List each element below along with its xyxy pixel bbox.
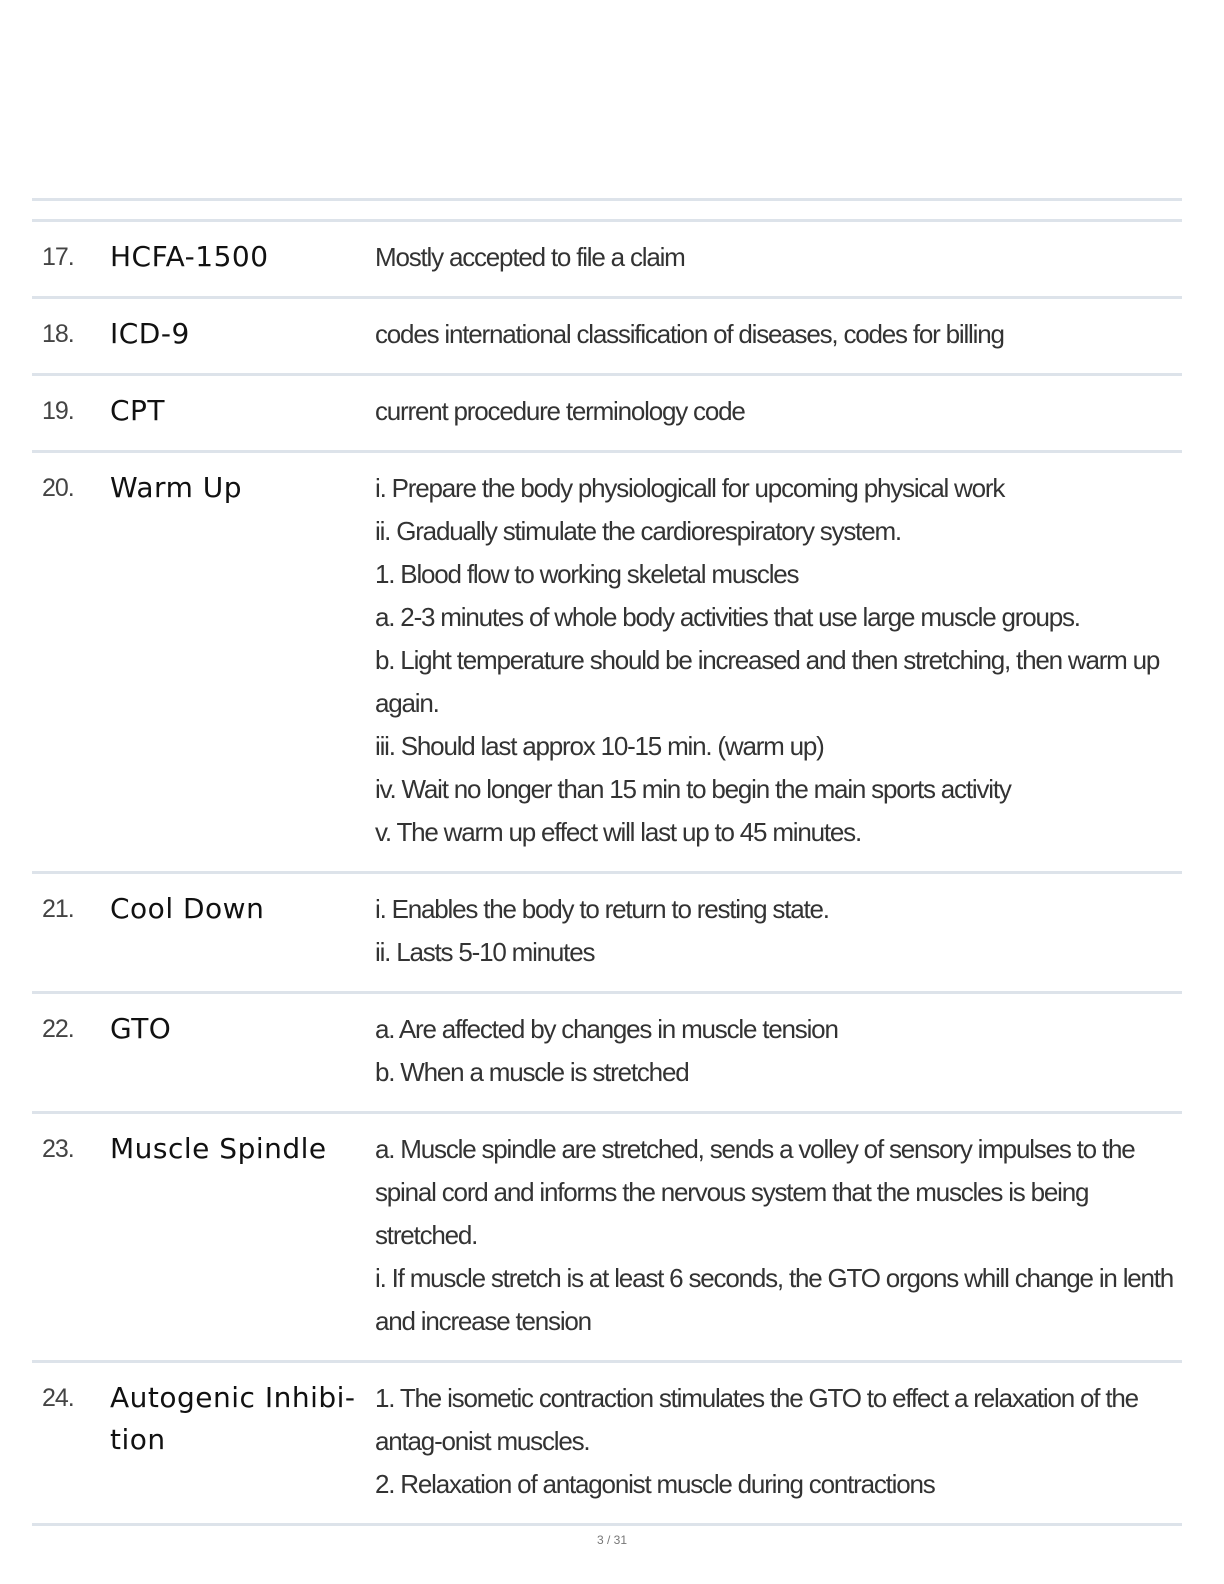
- page-indicator: 3 / 31: [596, 1533, 628, 1547]
- card-row: [32, 1114, 1182, 1363]
- card-definition: [375, 390, 1182, 433]
- definition-line: Mostly accepted to file a claim: [375, 242, 685, 272]
- card-row: [32, 299, 1182, 376]
- card-term: Warm Up: [110, 471, 243, 504]
- definition-line: ii. Gradually stimulate the cardiorespiratory system.: [375, 516, 901, 546]
- card-number: 24.: [42, 1384, 74, 1412]
- definition-line: a. Muscle spindle are stretched, sends a volley of sensory impulses to the spinal cord and informs the nervous system that the muscles is being stretched.: [375, 1134, 1135, 1250]
- card-number: 17.: [42, 243, 74, 271]
- card-definition: [375, 1377, 1182, 1506]
- card-term: Autogenic Inhibi-tion: [110, 1381, 356, 1456]
- card-number: 23.: [42, 1135, 74, 1163]
- card-definition: [375, 888, 1182, 974]
- card-number: 21.: [42, 895, 74, 923]
- definition-line: i. Enables the body to return to resting state.: [375, 894, 829, 924]
- card-definition: [375, 1128, 1182, 1343]
- definition-line: i. If muscle stretch is at least 6 seconds, the GTO orgons whill change in lenth and increase tension: [375, 1263, 1174, 1336]
- definition-line: a. 2-3 minutes of whole body activities that use large muscle groups.: [375, 602, 1080, 632]
- card-term: HCFA-1500: [110, 240, 269, 273]
- definition-line: iv. Wait no longer than 15 min to begin the main sports activity: [375, 774, 1011, 804]
- card-row: [32, 874, 1182, 994]
- top-divider: [32, 198, 1182, 201]
- definition-line: codes international classification of diseases, codes for billing: [375, 319, 1004, 349]
- card-definition: [375, 236, 1182, 279]
- definition-line: b. When a muscle is stretched: [375, 1057, 689, 1087]
- definition-line: ii. Lasts 5-10 minutes: [375, 937, 595, 967]
- card-term: CPT: [110, 394, 166, 427]
- card-number: 20.: [42, 474, 74, 502]
- card-term: Muscle Spindle: [110, 1132, 327, 1165]
- card-definition: [375, 467, 1182, 854]
- definition-line: v. The warm up effect will last up to 45 minutes.: [375, 817, 862, 847]
- definition-line: iii. Should last approx 10-15 min. (warm up): [375, 731, 824, 761]
- card-number: 18.: [42, 320, 74, 348]
- definition-line: 1. Blood flow to working skeletal muscles: [375, 559, 799, 589]
- card-definition: [375, 313, 1182, 356]
- definition-line: 1. The isometic contraction stimulates the GTO to effect a relaxation of the antag-onist muscles.: [375, 1383, 1138, 1456]
- card-row: [32, 453, 1182, 874]
- card-row: [32, 1363, 1182, 1526]
- card-list: [32, 219, 1182, 1526]
- card-term: ICD-9: [110, 317, 190, 350]
- definition-line: b. Light temperature should be increased and then stretching, then warm up again.: [375, 645, 1160, 718]
- definition-line: i. Prepare the body physiologicall for upcoming physical work: [375, 473, 1005, 503]
- flashcard-sheet: [32, 198, 1182, 1526]
- definition-line: current procedure terminology code: [375, 396, 745, 426]
- card-definition: [375, 1008, 1182, 1094]
- definition-line: 2. Relaxation of antagonist muscle during contractions: [375, 1469, 935, 1499]
- card-number: 22.: [42, 1015, 74, 1043]
- card-row: [32, 994, 1182, 1114]
- card-row: [32, 222, 1182, 299]
- definition-line: a. Are affected by changes in muscle tension: [375, 1014, 838, 1044]
- card-term: GTO: [110, 1012, 172, 1045]
- card-term: Cool Down: [110, 892, 265, 925]
- card-number: 19.: [42, 397, 74, 425]
- card-row: [32, 376, 1182, 453]
